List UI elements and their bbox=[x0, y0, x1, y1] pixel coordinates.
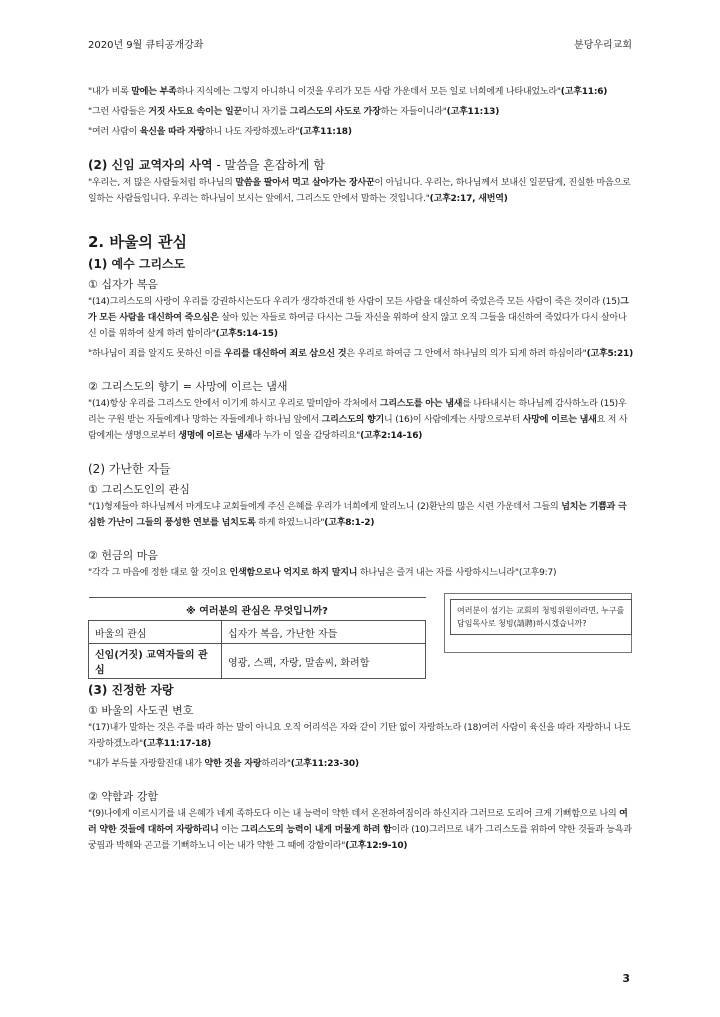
note-box: 여러분이 섬기는 교회의 청빙위원이라면, 누구를 담임목사로 청빙(請聘)하시겠습니까? bbox=[450, 599, 632, 635]
subsection-poor: (2) 가난한 자들 bbox=[88, 462, 171, 476]
subsection-jesus-christ: (1) 예수 그리스도 bbox=[88, 257, 186, 271]
subsection-true-boast: (3) 진정한 자랑 bbox=[88, 683, 174, 697]
quote-11-6: "내가 비록 말에는 부족하나 지식에는 그렇지 아니하니 이것을 우리가 모든 사람 가운데서 모든 일로 너희에게 나타내었노라"(고후11:6) bbox=[88, 87, 608, 97]
quote-11-17: "(17)내가 말하는 것은 주를 따라 하는 말이 아니요 오직 어리석은 자와 같이 기탄 없이 자랑하노라 (18)여러 사람이 육신을 따라 자랑하니 나도 자랑하겠노라"(고후11:17-18) bbox=[88, 723, 631, 749]
topic-apostleship-defense: ① 바울의 사도권 변호 bbox=[88, 704, 194, 717]
page-number: 3 bbox=[622, 972, 630, 985]
header-left: 2020년 9월 큐티공개강좌 bbox=[88, 40, 204, 51]
quote-12-9: "(9)나에게 이르시기를 내 은혜가 네게 족하도다 이는 내 능력이 약한 데서 온전하여짐이라 하신지라 그러므로 도리어 크게 기뻐함으로 나의 여러 약한 것들에 대하여 자랑하리니 이는 그리스도의 능력이 내게 머물게 하려 함이라 (10)그러므로 내가 그리스도를 위하여 약한 것들과 능욕과 궁핍과 박해와 곤고를 기뻐하노니 이는 내가 약한 그 때에 강함이라"(고후12:9-10) bbox=[88, 809, 632, 851]
quote-9-7: "각각 그 마음에 정한 대로 할 것이요 인색함으로나 억지로 하지 말지니 하나님은 즐겨 내는 자를 사랑하시느니라"(고후9:7) bbox=[88, 568, 557, 578]
topic-weakness-strength: ② 약함과 강함 bbox=[88, 790, 158, 803]
topic-cross-gospel: ① 십자가 복음 bbox=[88, 278, 158, 291]
concern-table bbox=[88, 597, 426, 679]
quote-11-13: "그런 사람들은 거짓 사도요 속이는 일꾼이니 자기를 그리스도의 사도로 가장하는 자들이니라"(고후11:13) bbox=[88, 107, 500, 117]
table-cell-value: 영광, 스펙, 자랑, 말솜씨, 화려함 bbox=[222, 644, 426, 679]
section-heading-new-ministers: (2) 신임 교역자의 사역 - 말씀을 혼잡하게 함 bbox=[88, 158, 325, 172]
quote-8-1: "(1)형제들아 하나님께서 마게도냐 교회들에게 주신 은혜를 우리가 너희에게 알리노니 (2)환난의 많은 시련 가운데서 그들의 넘치는 기쁨과 극심한 가난이 그들의 풍성한 연보를 넘치도록 하게 하였느니라"(고후8:1-2) bbox=[88, 502, 627, 528]
table-heading: ※ 여러분의 관심은 무엇입니까? bbox=[89, 598, 426, 621]
page-body bbox=[88, 84, 634, 854]
table-row bbox=[89, 621, 426, 644]
concern-table-block bbox=[88, 593, 634, 676]
table-cell-label: 바울의 관심 bbox=[89, 621, 222, 644]
table-cell-value: 십자가 복음, 가난한 자들 bbox=[222, 621, 426, 644]
table-cell-label: 신임(거짓) 교역자들의 관심 bbox=[89, 644, 222, 679]
header-right: 분당우리교회 bbox=[574, 40, 632, 51]
topic-christian-concern: ① 그리스도인의 관심 bbox=[88, 483, 190, 496]
quote-2-17: "우리는, 저 많은 사람들처럼 하나님의 말씀을 팔아서 먹고 살아가는 장사꾼이 아닙니다. 우리는, 하나님께서 보내신 일꾼답게, 진실한 마음으로 일하는 사람들입니다. 우리는 하나님이 보시는 앞에서, 그리스도 안에서 말하는 것입니다."(고후2:17, 새번역) bbox=[88, 178, 631, 204]
quote-11-18: "여러 사람이 육신을 따라 자랑하니 나도 자랑하겠노라"(고후11:18) bbox=[88, 127, 352, 137]
quote-5-14: "(14)그리스도의 사랑이 우리를 강권하시는도다 우리가 생각하건대 한 사람이 모든 사람을 대신하여 죽었은즉 모든 사람이 죽은 것이라 (15)그가 모든 사람을 대신하여 죽으심은 살아 있는 자들로 하여금 다시는 그들 자신을 위하여 살지 않고 오직 그들을 대신하여 죽었다가 다시 살아나신 이를 위하여 살게 하려 함이라"(고후5:14-15) bbox=[88, 297, 629, 339]
table-row bbox=[89, 644, 426, 679]
topic-offering-heart: ② 헌금의 마음 bbox=[88, 549, 158, 562]
topic-aroma-of-christ: ② 그리스도의 향기 = 사망에 이르는 냄새 bbox=[88, 380, 288, 393]
quote-5-21: "하나님이 죄를 알지도 못하신 이를 우리를 대신하여 죄로 삼으신 것은 우리로 하여금 그 안에서 하나님의 의가 되게 하려 하심이라"(고후5:21) bbox=[88, 349, 633, 359]
section-title-paul-concern: 2. 바울의 관심 bbox=[88, 233, 188, 251]
quote-11-23: "내가 부득불 자랑할진대 내가 약한 것을 자랑하리라"(고후11:23-30) bbox=[88, 759, 359, 769]
quote-2-14: "(14)항상 우리를 그리스도 안에서 이기게 하시고 우리로 말미암아 각처에서 그리스도를 아는 냄새를 나타내시는 하나님께 감사하노라 (15)우리는 구원 받는 자들에게나 망하는 자들에게나 하나님 앞에서 그리스도의 향기니 (16)이 사람에게는 사망으로부터 사망에 이르는 냄새요 저 사람에게는 생명으로부터 생명에 이르는 냄새라 누가 이 일을 감당하리요"(고후2:14-16) bbox=[88, 399, 628, 441]
